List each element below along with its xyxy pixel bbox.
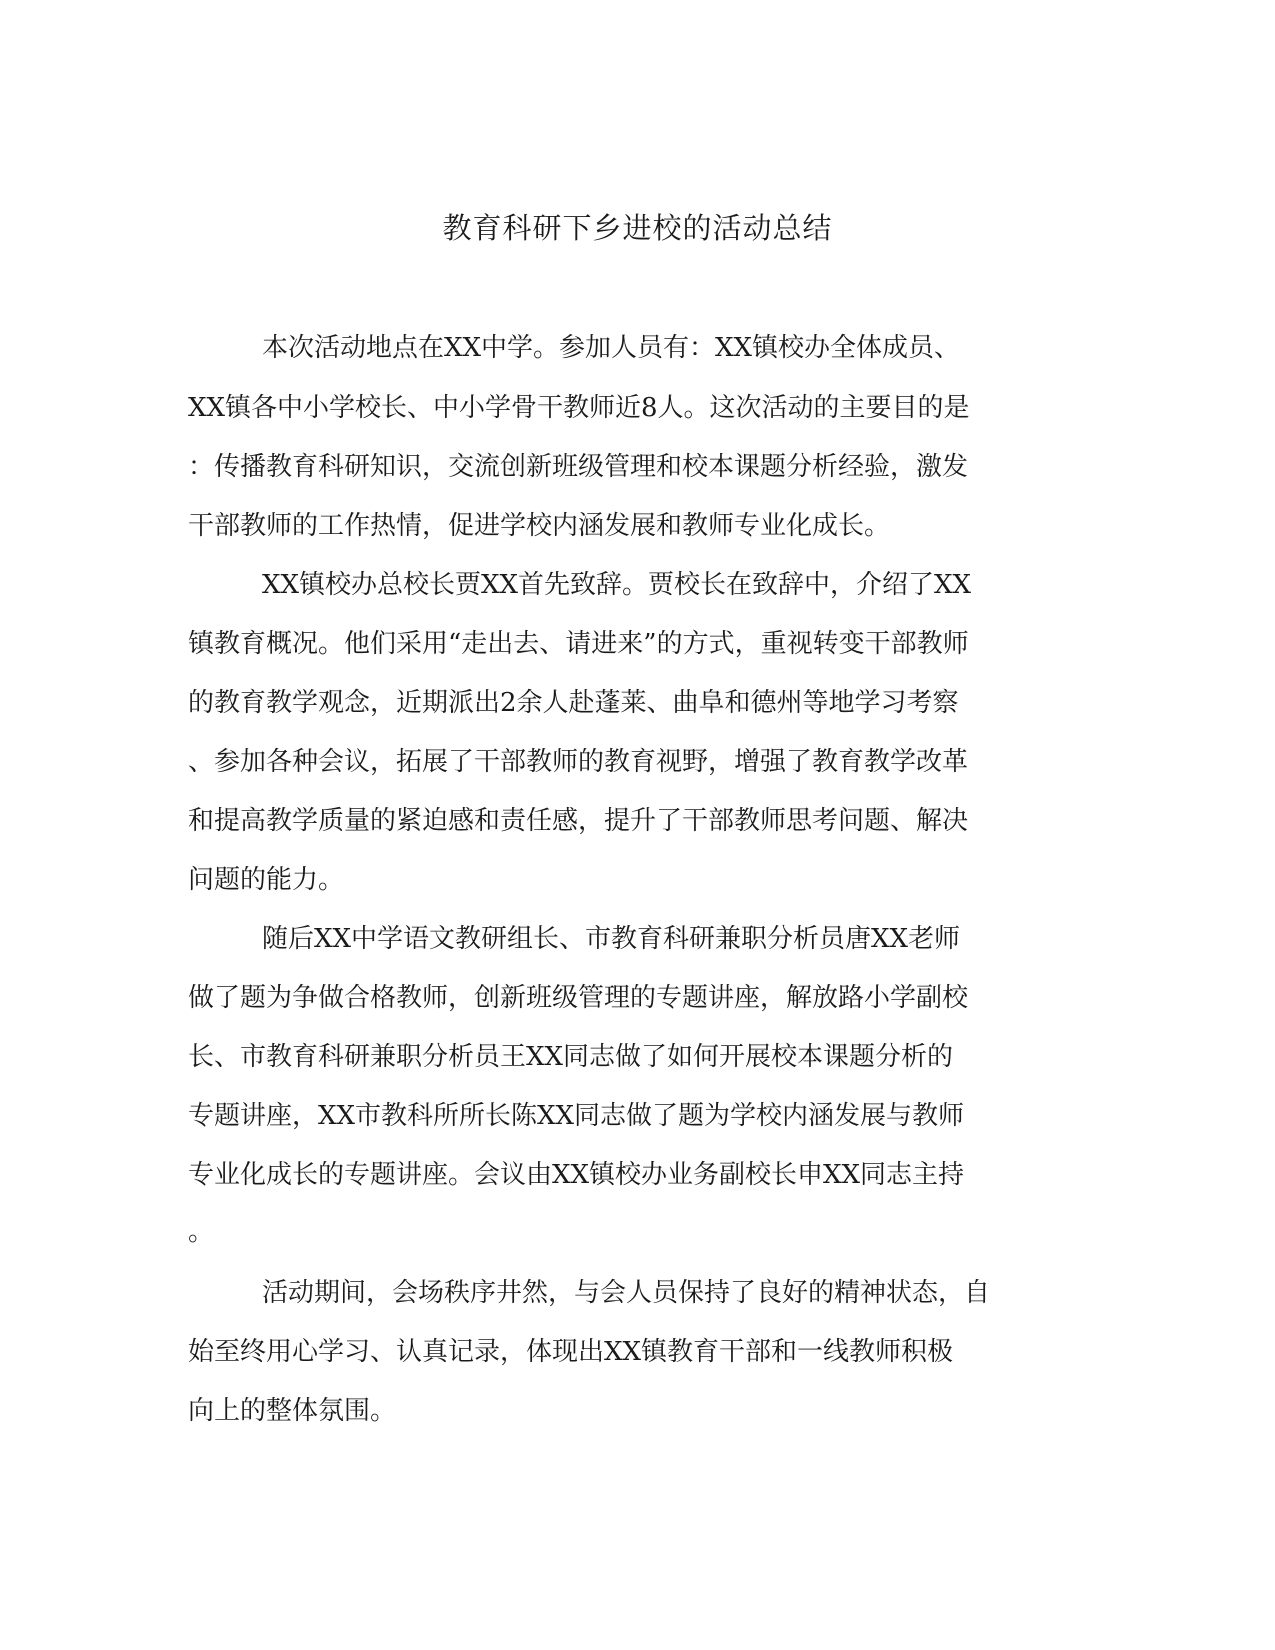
paragraph-line: 、参加各种会议，拓展了干部教师的教育视野，增强了教育教学改革 (188, 747, 969, 777)
paragraph-line: 活动期间，会场秩序井然，与会人员保持了良好的精神状态，自 (262, 1278, 991, 1308)
paragraph-line: XX镇各中小学校长、中小学骨干教师近8人。这次活动的主要目的是 (188, 393, 970, 423)
paragraph-line: 专业化成长的专题讲座。会议由XX镇校办业务副校长申XX同志主持 (188, 1160, 965, 1190)
paragraph-line: 专题讲座，XX市教科所所长陈XX同志做了题为学校内涵发展与教师 (188, 1101, 965, 1131)
paragraph-line: XX镇校办总校长贾XX首先致辞。贾校长在致辞中，介绍了XX (262, 570, 972, 600)
paragraph-line: 随后XX中学语文教研组长、市教育科研兼职分析员唐XX老师 (262, 924, 961, 954)
paragraph-line: 干部教师的工作热情，促进学校内涵发展和教师专业化成长。 (188, 511, 891, 541)
page-title: 教育科研下乡进校的活动总结 (442, 211, 833, 245)
paragraph-line: 问题的能力。 (188, 865, 345, 895)
paragraph-line: 本次活动地点在XX中学。参加人员有：XX镇校办全体成员、 (262, 333, 961, 363)
paragraph-line: 。 (188, 1217, 215, 1247)
paragraph-line: 做了题为争做合格教师，创新班级管理的专题讲座，解放路小学副校 (188, 983, 969, 1013)
paragraph-line: 向上的整体氛围。 (188, 1396, 397, 1426)
paragraph-line: ：传播教育科研知识，交流创新班级管理和校本课题分析经验，激发 (188, 452, 969, 482)
paragraph-line: 和提高教学质量的紧迫感和责任感，提升了干部教师思考问题、解决 (188, 806, 969, 836)
paragraph-line: 镇教育概况。他们采用“走出去、请进来”的方式，重视转变干部教师 (188, 629, 969, 659)
paragraph-line: 长、市教育科研兼职分析员王XX同志做了如何开展校本课题分析的 (188, 1042, 954, 1072)
paragraph-line: 始至终用心学习、认真记录，体现出XX镇教育干部和一线教师积极 (188, 1337, 954, 1367)
paragraph-line: 的教育教学观念，近期派出2余人赴蓬莱、曲阜和德州等地学习考察 (188, 688, 959, 718)
